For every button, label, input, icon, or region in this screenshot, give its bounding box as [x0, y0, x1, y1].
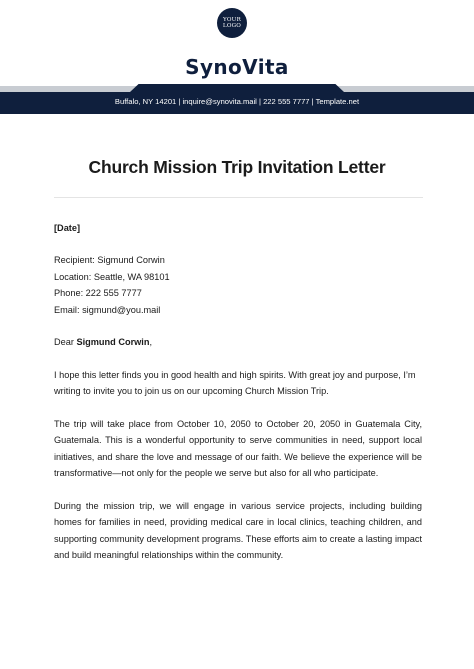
recipient-name: Recipient: Sigmund Corwin — [54, 255, 165, 265]
recipient-email: Email: sigmund@you.mail — [54, 304, 161, 315]
body-paragraph-activities: During the mission trip, we will engage in various service projects, including building homes for families in need, providing medical care in local clinics, teaching children, and supporting community development programs. These efforts aim to create a lasting impact and build meaningful relationships within the community. — [54, 500, 422, 560]
body-paragraph-trip-details: The trip will take place from October 10, 2050 to October 20, 2050 in Guatemala City, Guatemala. This is a wonderful opportunity to serve communities in need, support local initiatives, and share the love and message of our faith. We believe the experience will be transformative—not only for the people we serve but also for all who participate. — [54, 418, 422, 478]
salutation-prefix: Dear — [54, 337, 77, 347]
salutation-name: Sigmund Corwin — [76, 337, 150, 347]
logo-text-line2: LOGO — [222, 23, 242, 29]
salutation — [54, 334, 422, 351]
logo-text-line1: YOUR — [222, 16, 241, 23]
contact-info: Buffalo, NY 14201 | inquire@synovita.mail | 222 555 7777 | Template.net — [114, 97, 360, 106]
recipient-location: Location: Seattle, WA 98101 — [54, 271, 170, 282]
letter-date: [Date] — [54, 223, 81, 233]
document-title: Church Mission Trip Invitation Letter — [88, 157, 386, 177]
salutation-suffix: , — [149, 337, 153, 347]
header-band-tab — [130, 84, 344, 92]
letter-body — [54, 220, 422, 564]
title-divider — [54, 197, 423, 198]
company-logo — [217, 8, 247, 38]
recipient-phone: Phone: 222 555 7777 — [54, 288, 142, 298]
brand-name: SynoVita — [185, 55, 289, 79]
body-paragraph-intro: I hope this letter finds you in good health and high spirits. With great joy and purpose, I’m writing to invite you to join us on our upcoming Church Mission Trip. — [54, 369, 416, 396]
